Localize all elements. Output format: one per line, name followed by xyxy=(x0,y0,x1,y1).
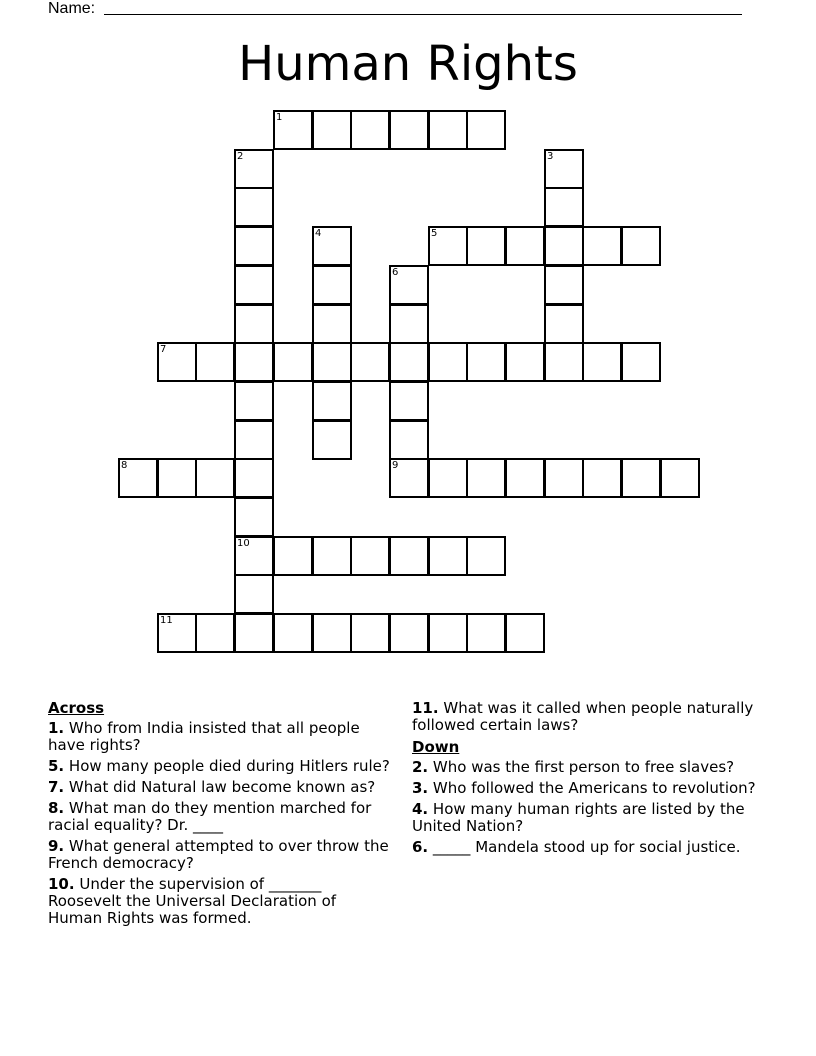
grid-cell[interactable] xyxy=(428,536,468,576)
grid-cell[interactable] xyxy=(544,458,584,498)
grid-cell[interactable] xyxy=(389,110,429,150)
clue-down-3 xyxy=(412,780,757,797)
grid-cell[interactable] xyxy=(621,342,661,382)
cell-number: 1 xyxy=(276,112,283,123)
across-heading: Across xyxy=(48,699,105,717)
grid-cell[interactable] xyxy=(312,613,352,653)
grid-cell[interactable] xyxy=(428,613,468,653)
cell-number: 3 xyxy=(547,151,554,162)
clue-number: 11. xyxy=(412,699,439,717)
grid-cell[interactable] xyxy=(389,381,429,421)
cell-number: 6 xyxy=(392,267,399,278)
cell-number: 2 xyxy=(237,151,244,162)
grid-cell[interactable] xyxy=(582,226,622,266)
name-label: Name: xyxy=(48,0,96,17)
grid-cell[interactable] xyxy=(582,342,622,382)
grid-cell[interactable] xyxy=(234,536,274,576)
clues-left-column xyxy=(48,700,393,931)
clues-right-column xyxy=(412,700,757,860)
grid-cell[interactable] xyxy=(544,265,584,305)
grid-cell[interactable] xyxy=(312,226,352,266)
grid-cell[interactable] xyxy=(466,536,506,576)
grid-cell[interactable] xyxy=(312,420,352,460)
clue-across-9 xyxy=(48,838,393,872)
grid-cell[interactable] xyxy=(466,613,506,653)
grid-cell[interactable] xyxy=(234,187,274,227)
grid-cell[interactable] xyxy=(157,613,197,653)
clue-text: What man do they mention marched for racial equality? Dr. ____ xyxy=(48,799,372,834)
grid-cell[interactable] xyxy=(505,613,545,653)
grid-cell[interactable] xyxy=(234,420,274,460)
grid-cell[interactable] xyxy=(312,110,352,150)
clue-across-1 xyxy=(48,720,393,754)
grid-cell[interactable] xyxy=(195,458,235,498)
grid-cell[interactable] xyxy=(350,613,390,653)
cell-number: 10 xyxy=(237,538,250,549)
grid-cell[interactable] xyxy=(350,342,390,382)
grid-cell[interactable] xyxy=(273,536,313,576)
grid-cell[interactable] xyxy=(234,497,274,537)
grid-cell[interactable] xyxy=(312,342,352,382)
grid-cell[interactable] xyxy=(505,342,545,382)
grid-cell[interactable] xyxy=(234,304,274,344)
grid-cell[interactable] xyxy=(582,458,622,498)
grid-cell[interactable] xyxy=(312,304,352,344)
clue-number: 10. xyxy=(48,875,75,893)
cell-number: 7 xyxy=(160,344,167,355)
cell-number: 5 xyxy=(431,228,438,239)
clue-down-2 xyxy=(412,759,757,776)
clue-down-4 xyxy=(412,801,757,835)
grid-cell[interactable] xyxy=(312,381,352,421)
cell-number: 11 xyxy=(160,615,173,626)
grid-cell[interactable] xyxy=(544,342,584,382)
grid-cell[interactable] xyxy=(157,458,197,498)
grid-cell[interactable] xyxy=(466,110,506,150)
grid-cell[interactable] xyxy=(234,226,274,266)
grid-cell[interactable] xyxy=(428,226,468,266)
cell-number: 9 xyxy=(392,460,399,471)
clue-text: Who from India insisted that all people have rights? xyxy=(48,719,360,754)
grid-cell[interactable] xyxy=(234,613,274,653)
clue-across-8 xyxy=(48,800,393,834)
grid-cell[interactable] xyxy=(389,536,429,576)
grid-cell[interactable] xyxy=(428,342,468,382)
grid-cell[interactable] xyxy=(234,381,274,421)
clue-number: 2. xyxy=(412,758,429,776)
clue-number: 6. xyxy=(412,838,429,856)
grid-cell[interactable] xyxy=(389,420,429,460)
clue-number: 4. xyxy=(412,800,429,818)
grid-cell[interactable] xyxy=(389,613,429,653)
clue-text: Who followed the Americans to revolution? xyxy=(432,779,756,797)
grid-cell[interactable] xyxy=(195,342,235,382)
grid-cell[interactable] xyxy=(428,110,468,150)
clue-text: Under the supervision of _______ Roosevelt the Universal Declaration of Human Rights was formed. xyxy=(48,875,337,927)
clue-text: How many people died during Hitlers rule? xyxy=(68,757,390,775)
grid-cell[interactable] xyxy=(273,613,313,653)
grid-cell[interactable] xyxy=(234,265,274,305)
grid-cell[interactable] xyxy=(350,536,390,576)
grid-cell[interactable] xyxy=(544,226,584,266)
clue-across-7 xyxy=(48,779,393,796)
grid-cell[interactable] xyxy=(273,110,313,150)
grid-cell[interactable] xyxy=(350,110,390,150)
clue-text: What general attempted to over throw the French democracy? xyxy=(48,837,389,872)
grid-cell[interactable] xyxy=(505,226,545,266)
clue-number: 7. xyxy=(48,778,65,796)
down-heading: Down xyxy=(412,738,460,756)
cell-number: 8 xyxy=(121,460,128,471)
clue-across-11 xyxy=(412,700,757,734)
grid-cell[interactable] xyxy=(621,458,661,498)
clue-number: 1. xyxy=(48,719,65,737)
clue-number: 5. xyxy=(48,757,65,775)
clue-text: How many human rights are listed by the United Nation? xyxy=(412,800,745,835)
grid-cell[interactable] xyxy=(312,536,352,576)
grid-cell[interactable] xyxy=(273,342,313,382)
clue-text: What was it called when people naturally followed certain laws? xyxy=(412,699,754,734)
grid-cell[interactable] xyxy=(466,226,506,266)
grid-cell[interactable] xyxy=(234,574,274,614)
grid-cell[interactable] xyxy=(428,458,468,498)
clue-down-6 xyxy=(412,839,757,856)
grid-cell[interactable] xyxy=(466,342,506,382)
grid-cell[interactable] xyxy=(505,458,545,498)
cell-number: 4 xyxy=(315,228,322,239)
grid-cell[interactable] xyxy=(544,304,584,344)
grid-cell[interactable] xyxy=(234,458,274,498)
grid-cell[interactable] xyxy=(195,613,235,653)
clue-across-10 xyxy=(48,876,393,927)
grid-cell[interactable] xyxy=(389,458,429,498)
grid-cell[interactable] xyxy=(660,458,700,498)
grid-cell[interactable] xyxy=(118,458,158,498)
grid-cell[interactable] xyxy=(312,265,352,305)
clue-text: What did Natural law become known as? xyxy=(68,778,376,796)
grid-cell[interactable] xyxy=(157,342,197,382)
page-title: Human Rights xyxy=(238,36,578,92)
grid-cell[interactable] xyxy=(234,149,274,189)
clue-across-5 xyxy=(48,758,393,775)
clue-number: 8. xyxy=(48,799,65,817)
grid-cell[interactable] xyxy=(234,342,274,382)
grid-cell[interactable] xyxy=(389,304,429,344)
grid-cell[interactable] xyxy=(389,342,429,382)
grid-cell[interactable] xyxy=(544,149,584,189)
grid-cell[interactable] xyxy=(389,265,429,305)
grid-cell[interactable] xyxy=(466,458,506,498)
clue-number: 3. xyxy=(412,779,429,797)
clue-number: 9. xyxy=(48,837,65,855)
clue-text: Who was the first person to free slaves? xyxy=(432,758,735,776)
clue-text: _____ Mandela stood up for social justice. xyxy=(432,838,741,856)
grid-cell[interactable] xyxy=(544,187,584,227)
grid-cell[interactable] xyxy=(621,226,661,266)
